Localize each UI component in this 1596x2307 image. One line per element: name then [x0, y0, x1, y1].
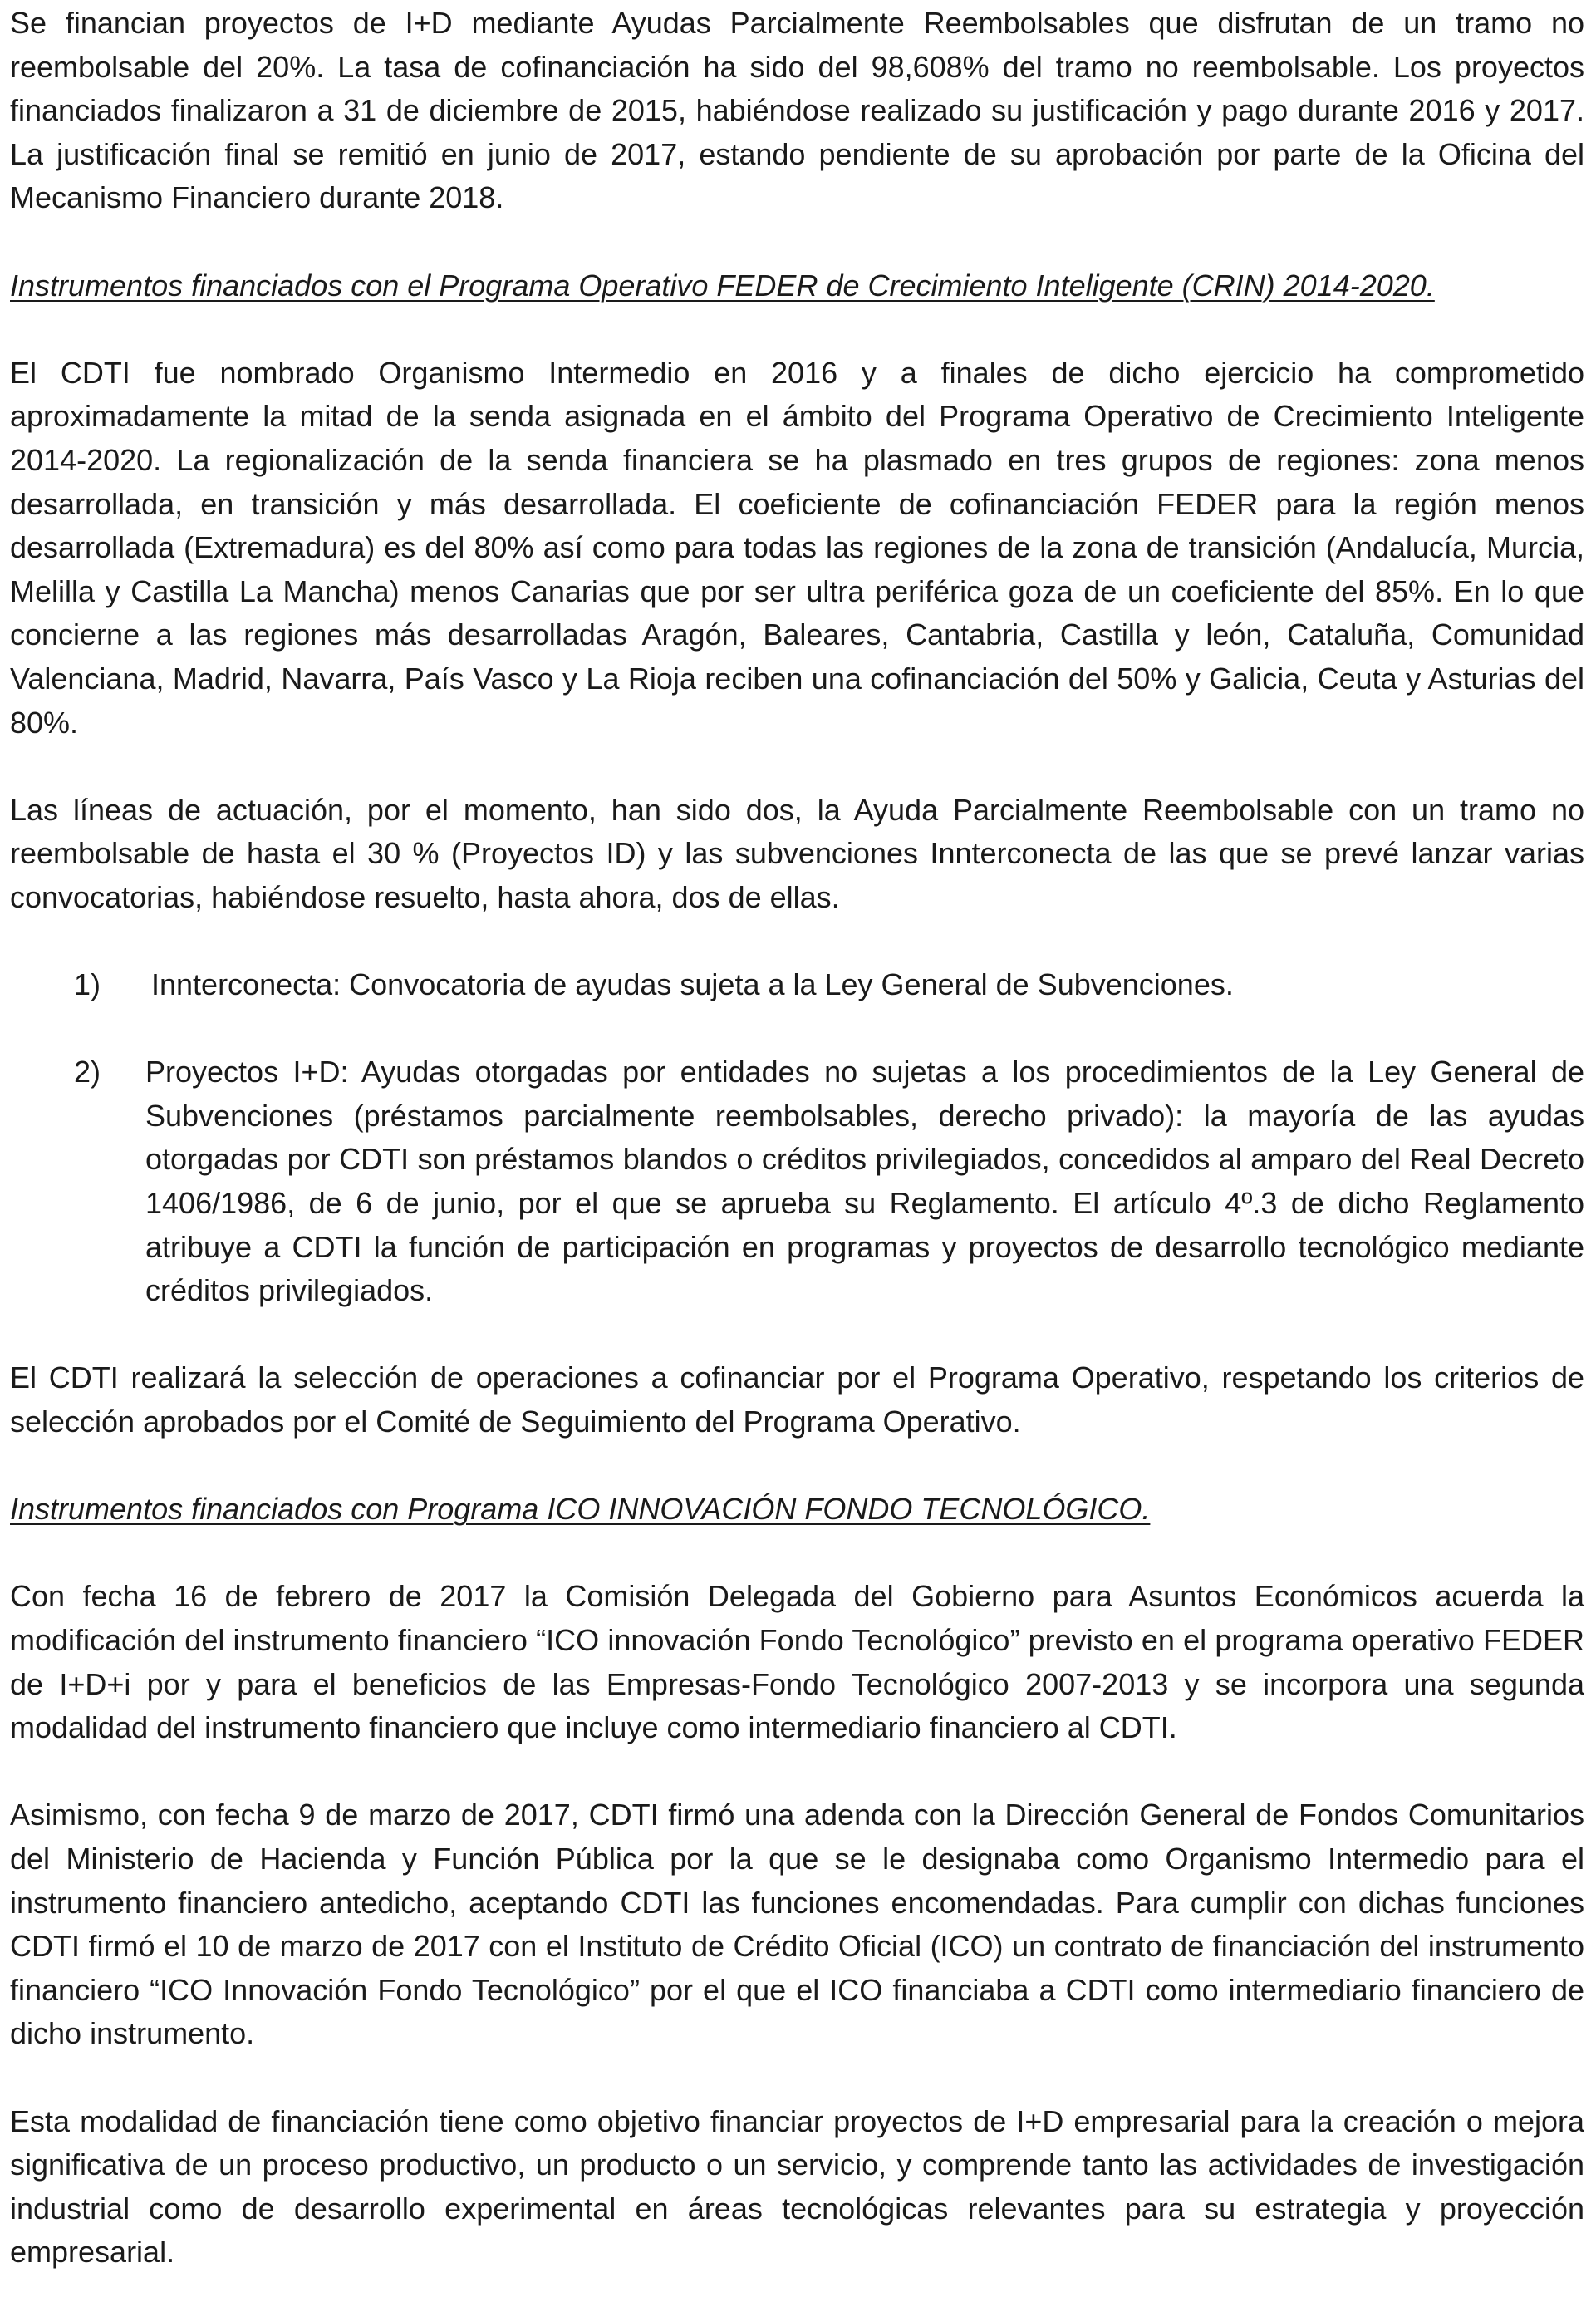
paragraph-financing-objective: Esta modalidad de financiación tiene como objetivo financiar proyectos de I+D empresarial para la creación o mejora significativa de un proceso productivo, un producto o un servicio, y comprende tanto las actividades de investigación industrial como de desarrollo experimental en áreas tecnológicas relevantes para su estrategia y proyección empresarial.: [10, 2103, 1584, 2270]
list-item-proyectos-id: [10, 1050, 1584, 1313]
paragraph-gap: [10, 307, 1584, 352]
document-page: [10, 2, 1584, 2275]
list-item-innterconecta: [10, 963, 1584, 1007]
paragraph-gap: [10, 2056, 1584, 2100]
paragraph-action-lines: Las líneas de actuación, por el momento, han sido dos, la Ayuda Parcialmente Reembolsable con un tramo no reembolsable de hasta el 30 % (Proyectos ID) y las subvenciones Innterconecta de las que se prevé lanzar varias convocatorias, habiéndose resuelto, hasta ahora, dos de ellas.: [10, 792, 1584, 914]
paragraph-gap: [10, 745, 1584, 789]
paragraph-gap: [10, 1007, 1584, 1051]
section-heading-ico: Instrumentos financiados con Programa ICO INNOVACIÓN FONDO TECNOLÓGICO.: [10, 1492, 1151, 1527]
paragraph-operation-selection: El CDTI realizará la selección de operaciones a cofinanciar por el Programa Operativo, respetando los criterios de selección aprobados por el Comité de Seguimiento del Programa Operativo.: [10, 1360, 1584, 1439]
list-item-text: Proyectos I+D: Ayudas otorgadas por entidades no sujetas a los procedimientos de la Ley General de Subvenciones (préstamos parcialmente reembolsables, derecho privado): la mayoría de las ayudas otorgadas por CDTI son préstamos blandos o créditos privilegiados, concedidos al amparo del Real Decreto 1406/1986, de 6 de junio, por el que se aprueba su Reglamento. El artículo 4º.3 de dicho Reglamento atribuye a CDTI la función de participación en programas y proyectos de desarrollo tecnológico mediante créditos privilegiados.: [145, 1055, 1584, 1308]
paragraph-gap: [10, 919, 1584, 963]
paragraph-gap: [10, 1313, 1584, 1357]
section-heading-crin: Instrumentos financiados con el Programa Operativo FEDER de Crecimiento Inteligente (CRIN) 2014-2020.: [10, 268, 1435, 303]
paragraph-gap: [10, 1750, 1584, 1794]
list-item-number: 2): [74, 1055, 101, 1090]
paragraph-eea-grants-projects: Se financian proyectos de I+D mediante Ayudas Parcialmente Reembolsables que disfrutan de un tramo no reembolsable del 20%. La tasa de cofinanciación ha sido del 98,608% del tramo no reembolsable. Los proyectos financiados finalizaron a 31 de diciembre de 2015, habiéndose realizado su justificación y pago durante 2016 y 2017. La justificación final se remitió en junio de 2017, estando pendiente de su aprobación por parte de la Oficina del Mecanismo Financiero durante 2018.: [10, 6, 1584, 215]
list-item-text: Innterconecta: Convocatoria de ayudas sujeta a la Ley General de Subvenciones.: [151, 967, 1234, 1002]
paragraph-gap: [10, 220, 1584, 264]
paragraph-gap: [10, 1532, 1584, 1576]
paragraph-ico-addendum: Asimismo, con fecha 9 de marzo de 2017, CDTI firmó una adenda con la Dirección General de Fondos Comunitarios del Ministerio de Hacienda y Función Pública por la que se le designaba como Organismo Intermedio para el instrumento financiero antedicho, aceptando CDTI las funciones encomendadas. Para cumplir con dichas funciones CDTI firmó el 10 de marzo de 2017 con el Instituto de Crédito Oficial (ICO) un contrato de financiación del instrumento financiero “ICO Innovación Fondo Tecnológico” por el que el ICO financiaba a CDTI como intermediario financiero de dicho instrumento.: [10, 1798, 1584, 2051]
paragraph-gap: [10, 1444, 1584, 1488]
list-item-number: 1): [74, 967, 101, 1002]
paragraph-cdti-intermediate-body: El CDTI fue nombrado Organismo Intermedio en 2016 y a finales de dicho ejercicio ha comprometido aproximadamente la mitad de la senda asignada en el ámbito del Programa Operativo de Crecimiento Inteligente 2014-2020. La regionalización de la senda financiera se ha plasmado en tres grupos de regiones: zona menos desarrollada, en transición y más desarrollada. El coeficiente de cofinanciación FEDER para la región menos desarrollada (Extremadura) es del 80% así como para todas las regiones de la zona de transición (Andalucía, Murcia, Melilla y Castilla La Mancha) menos Canarias que por ser ultra periférica goza de un coeficiente del 85%. En lo que concierne a las regiones más desarrolladas Aragón, Baleares, Cantabria, Castilla y león, Cataluña, Comunidad Valenciana, Madrid, Navarra, País Vasco y La Rioja reciben una cofinanciación del 50% y Galicia, Ceuta y Asturias del 80%.: [10, 355, 1584, 740]
paragraph-ico-modification: Con fecha 16 de febrero de 2017 la Comisión Delegada del Gobierno para Asuntos Económicos acuerda la modificación del instrumento financiero “ICO innovación Fondo Tecnológico” previsto en el programa operativo FEDER de I+D+i por y para el beneficios de las Empresas-Fondo Tecnológico 2007-2013 y se incorpora una segunda modalidad del instrumento financiero que incluye como intermediario financiero al CDTI.: [10, 1579, 1584, 1745]
